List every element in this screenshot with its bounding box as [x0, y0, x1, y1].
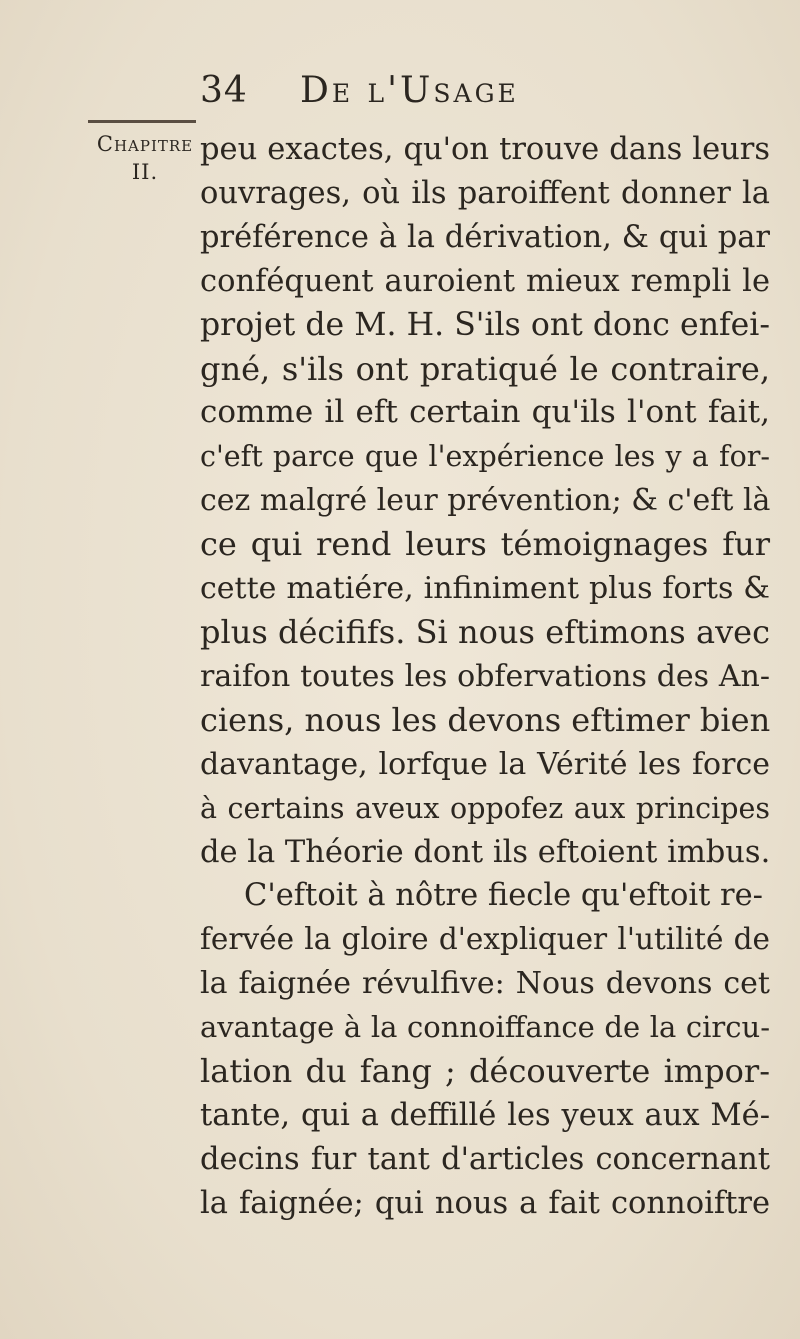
text-line: c'eft parce que l'expérience les y a for- — [200, 440, 770, 474]
chapter-number: II. — [131, 160, 159, 184]
text-line: ce qui rend leurs témoignages fur — [200, 525, 770, 564]
margin-rule — [88, 120, 196, 123]
text-line: conféquent auroient mieux rempli le — [200, 263, 770, 299]
text-line: projet de M. H. S'ils ont donc enfei- — [200, 306, 770, 343]
page-number: 34 — [200, 70, 248, 111]
text-line: cette matiére, infiniment plus forts & — [200, 571, 770, 607]
text-line: gné, s'ils ont pratiqué le contraire, — [200, 349, 770, 388]
text-line: C'eftoit à nôtre fiecle qu'eftoit re- — [244, 878, 763, 914]
running-title: De l'Usage — [300, 70, 519, 111]
text-line: peu exactes, qu'on trouve dans leurs — [200, 132, 770, 167]
chapter-margin-note — [85, 130, 205, 186]
text-line: préférence à la dérivation, & qui par — [200, 219, 770, 255]
text-line: la faignée; qui nous a fait connoiftre — [200, 1185, 770, 1221]
text-line: decins fur tant d'articles concernant — [200, 1141, 770, 1177]
text-line: avantage à la connoiffance de la circu- — [200, 1010, 770, 1045]
text-line: fervée la gloire d'expliquer l'utilité de — [200, 922, 770, 957]
text-line: comme il eft certain qu'ils l'ont fait, — [200, 394, 770, 431]
text-line: tante, qui a deffillé les yeux aux Mé- — [200, 1097, 770, 1133]
text-line: ouvrages, où ils paroiffent donner la — [200, 175, 770, 211]
text-line: raifon toutes les obfervations des An- — [200, 658, 770, 694]
body-text — [200, 128, 770, 1226]
text-line: la faignée révulfive: Nous devons cet — [200, 966, 770, 1002]
chapter-label: Chapitre — [96, 132, 194, 156]
text-line: plus décififs. Si nous eftimons avec — [200, 612, 770, 651]
text-line: de la Théorie dont ils eftoient imbus. — [200, 834, 771, 870]
text-line: à certains aveux oppofez aux principes — [200, 791, 770, 825]
text-line: lation du fang ; découverte impor- — [200, 1052, 770, 1091]
text-line: ciens, nous les devons eftimer bien — [200, 700, 771, 739]
text-line: cez malgré leur prévention; & c'eft là — [200, 483, 771, 519]
page-header — [200, 70, 760, 114]
text-line: davantage, lorfque la Vérité les force — [200, 746, 770, 782]
